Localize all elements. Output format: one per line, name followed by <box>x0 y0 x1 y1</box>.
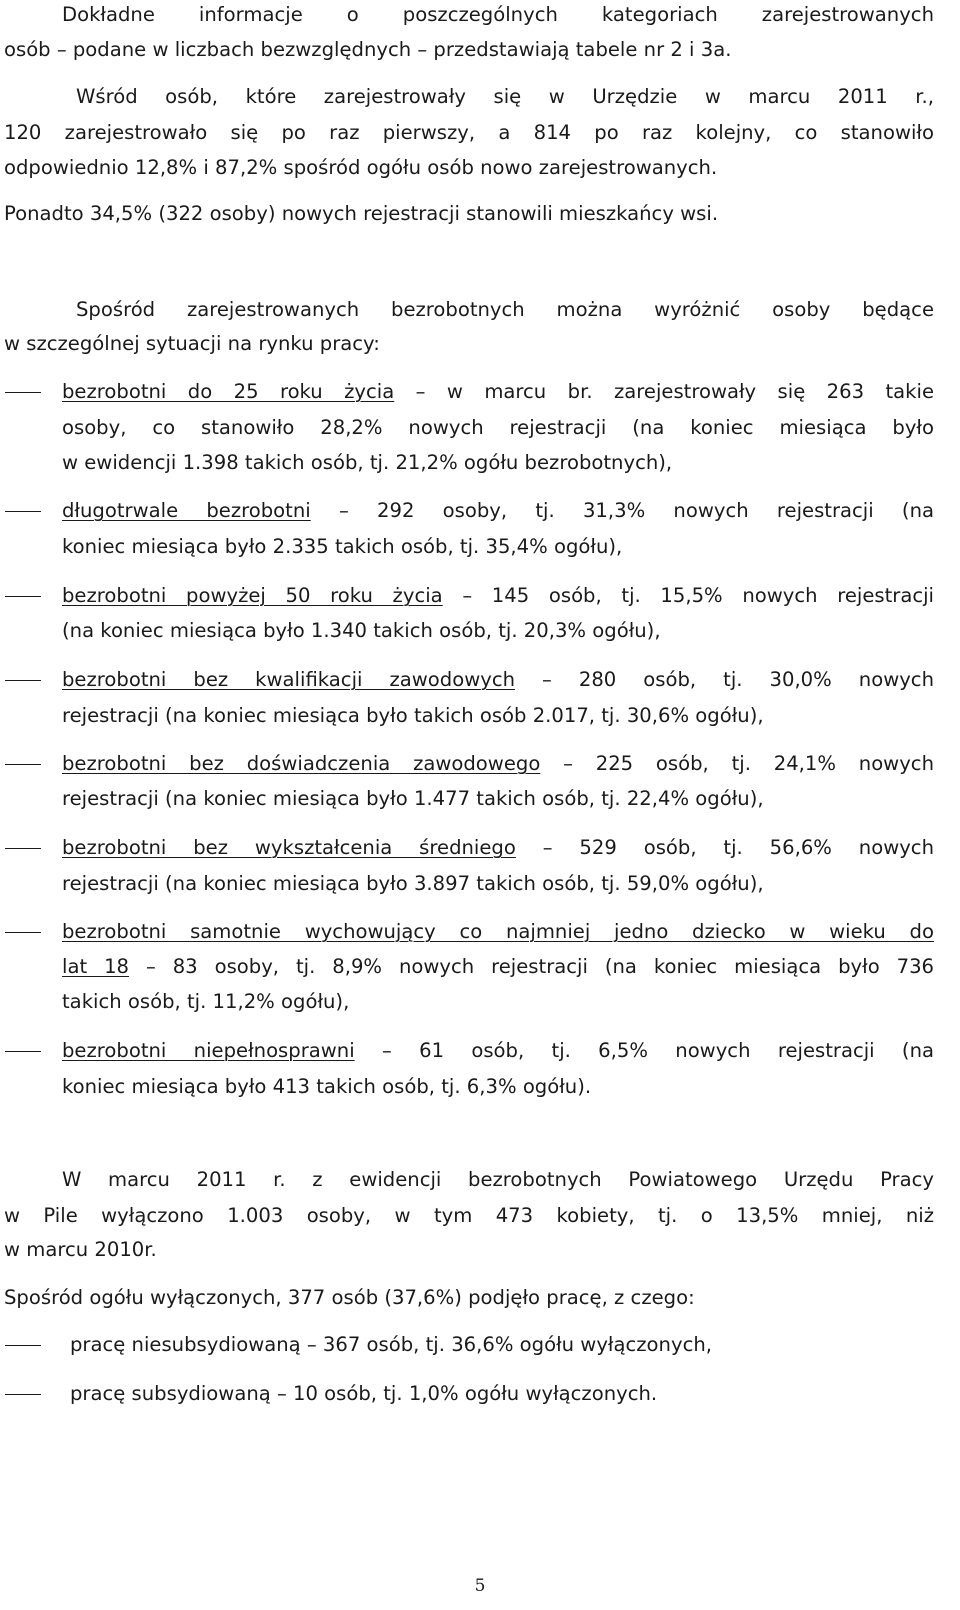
list-item-5-term: bezrobotni bez doświadczenia zawodowego <box>62 752 541 775</box>
p2-line-4: Ponadto 34,5% (322 osoby) nowych rejestracji stanowili mieszkańcy wsi. <box>4 202 719 225</box>
list-item-8-term: bezrobotni niepełnosprawni <box>62 1039 355 1062</box>
list-item-4-text: – 280 osób, tj. 30,0% nowych <box>542 668 934 691</box>
p1-line-1: Dokładne informacje o poszczególnych kategoriach zarejestrowanych <box>62 3 934 26</box>
p5-line-1: Spośród ogółu wyłączonych, 377 osób (37,6%) podjęło pracę, z czego: <box>4 1286 695 1309</box>
list-item-8-line-2: koniec miesiąca było 413 takich osób, tj. 6,3% ogółu). <box>62 1075 592 1098</box>
list-dash <box>5 1345 41 1346</box>
list-item-8-line-1 <box>62 1041 934 1061</box>
list-item-2-text: – 292 osoby, tj. 31,3% nowych rejestracji (na <box>338 499 934 522</box>
list-dash <box>5 596 41 597</box>
list-item-5-text: – 225 osób, tj. 24,1% nowych <box>563 752 934 775</box>
list-item-6-line-2: rejestracji (na koniec miesiąca było 3.897 takich osób, tj. 59,0% ogółu), <box>62 872 764 895</box>
list-item-1-line-2: osoby, co stanowiło 28,2% nowych rejestracji (na koniec miesiąca było <box>62 416 934 439</box>
list-item-7-line-1 <box>62 922 934 942</box>
list-item-1-line-1 <box>62 382 934 402</box>
list-item-2-term: długotrwale bezrobotni <box>62 499 311 522</box>
list-item-1-term: bezrobotni do 25 roku życia <box>62 380 395 403</box>
p2-line-3: odpowiednio 12,8% i 87,2% spośród ogółu osób nowo zarejestrowanych. <box>4 156 718 179</box>
list-item-7-term: bezrobotni samotnie wychowujący co najmniej jedno dziecko w wieku do <box>62 920 934 943</box>
list-dash <box>5 680 41 681</box>
list-item-1-text: – w marcu br. zarejestrowały się 263 takie <box>415 380 935 403</box>
p3-line-2: w szczególnej sytuacji na rynku pracy: <box>4 332 380 355</box>
list-item-3-term: bezrobotni powyżej 50 roku życia <box>62 584 443 607</box>
list-item-3-line-2: (na koniec miesiąca było 1.340 takich osób, tj. 20,3% ogółu), <box>62 619 661 642</box>
list-dash <box>5 848 41 849</box>
p2-line-2: 120 zarejestrowało się po raz pierwszy, a 814 po raz kolejny, co stanowiło <box>4 121 934 144</box>
list-dash <box>5 1051 41 1052</box>
p4-line-1: W marcu 2011 r. z ewidencji bezrobotnych Powiatowego Urzędu Pracy <box>62 1168 934 1191</box>
list-dash <box>5 764 41 765</box>
list-item-5-line-2: rejestracji (na koniec miesiąca było 1.477 takich osób, tj. 22,4% ogółu), <box>62 787 764 810</box>
list-dash <box>5 392 41 393</box>
list-item-7-line-3: takich osób, tj. 11,2% ogółu), <box>62 990 350 1013</box>
list-item-4-line-2: rejestracji (na koniec miesiąca było takich osób 2.017, tj. 30,6% ogółu), <box>62 704 764 727</box>
list-item-7-text: – 83 osoby, tj. 8,9% nowych rejestracji (na koniec miesiąca było 736 <box>145 955 935 978</box>
list-item-1-line-3: w ewidencji 1.398 takich osób, tj. 21,2% ogółu bezrobotnych), <box>62 451 673 474</box>
list-dash <box>5 511 41 512</box>
p4-line-3: w marcu 2010r. <box>4 1238 157 1261</box>
list-item-6-line-1 <box>62 838 934 858</box>
list-item-5-line-1 <box>62 754 934 774</box>
list-item-6-text: – 529 osób, tj. 56,6% nowych <box>542 836 934 859</box>
list-item-8-text: – 61 osób, tj. 6,5% nowych rejestracji (na <box>381 1039 934 1062</box>
list-item-7-term-end: lat 18 <box>62 955 130 978</box>
list-dash <box>5 1394 41 1395</box>
p1-line-2: osób – podane w liczbach bezwzględnych – przedstawiają tabele nr 2 i 3a. <box>4 38 732 61</box>
list-item-2-line-2: koniec miesiąca było 2.335 takich osób, tj. 35,4% ogółu), <box>62 535 623 558</box>
list-item-3-line-1 <box>62 586 934 606</box>
list-item-3-text: – 145 osób, tj. 15,5% nowych rejestracji <box>462 584 934 607</box>
p2-line-1: Wśród osób, które zarejestrowały się w Urzędzie w marcu 2011 r., <box>76 85 934 108</box>
work-item-1: pracę niesubsydiowaną – 367 osób, tj. 36,6% ogółu wyłączonych, <box>70 1333 712 1356</box>
list-item-7-line-2 <box>62 957 934 977</box>
list-item-6-term: bezrobotni bez wykształcenia średniego <box>62 836 516 859</box>
p3-line-1: Spośród zarejestrowanych bezrobotnych można wyróżnić osoby będące <box>76 298 934 321</box>
p4-line-2: w Pile wyłączono 1.003 osoby, w tym 473 kobiety, tj. o 13,5% mniej, niż <box>4 1204 934 1227</box>
list-item-4-line-1 <box>62 670 934 690</box>
list-item-2-line-1 <box>62 501 934 521</box>
list-dash <box>5 932 41 933</box>
work-item-2: pracę subsydiowaną – 10 osób, tj. 1,0% ogółu wyłączonych. <box>70 1382 658 1405</box>
list-item-4-term: bezrobotni bez kwalifikacji zawodowych <box>62 668 516 691</box>
page-number: 5 <box>474 1576 486 1596</box>
